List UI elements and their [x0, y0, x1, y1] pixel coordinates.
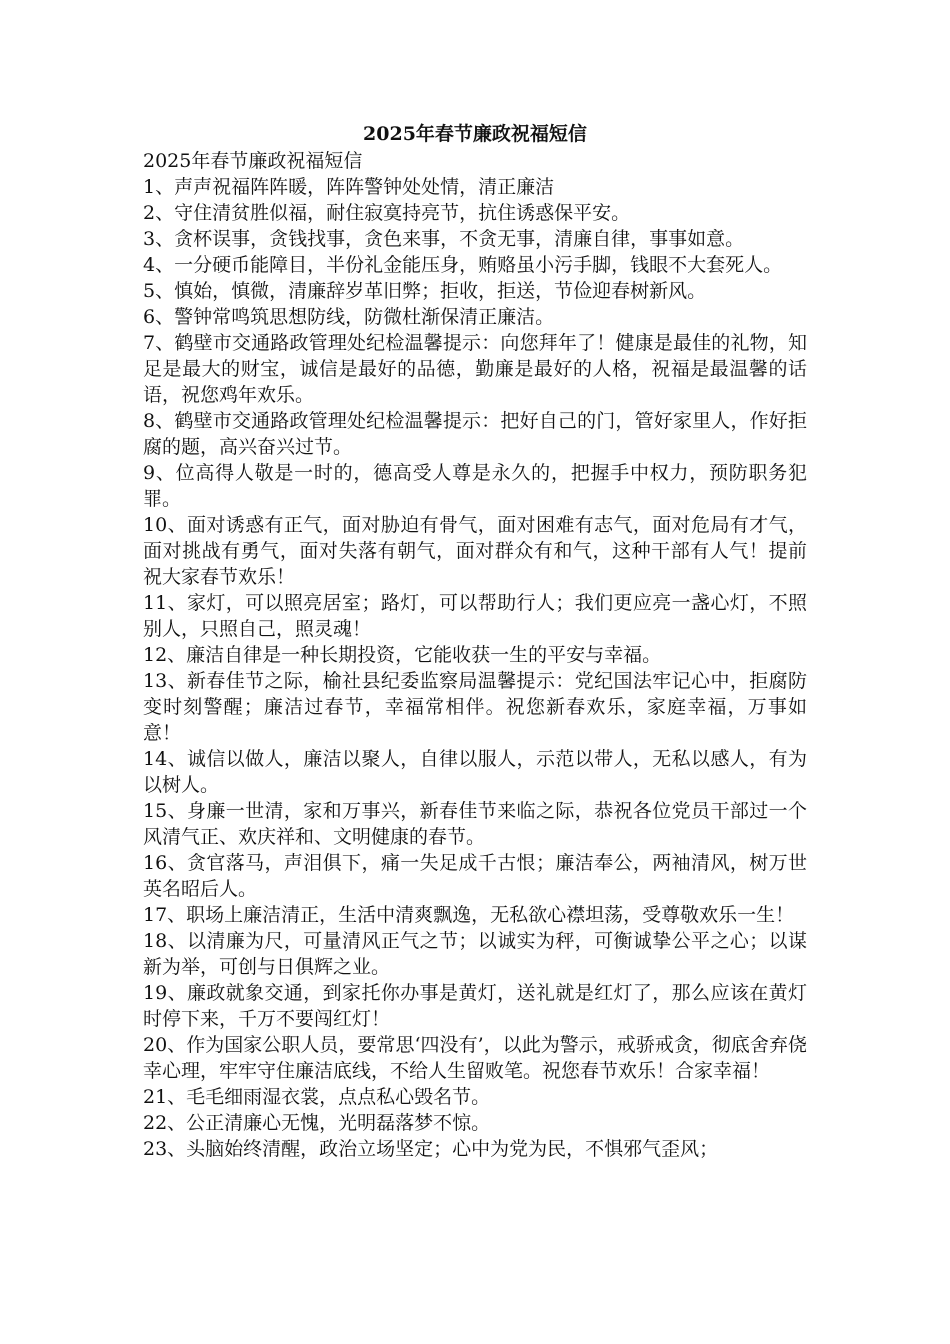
list-item: 2、守住清贫胜似福，耐住寂寞持亮节，抗住诱惑保平安。 — [143, 202, 631, 224]
list-item: 19、廉政就象交通，到家托你办事是黄灯，送礼就是红灯了，那么应该在黄灯时停下来，千万不要闯红灯！ — [143, 982, 807, 1030]
list-item: 8、鹤壁市交通路政管理处纪检温馨提示：把好自己的门，管好家里人，作好拒腐的题，高兴奋兴过节。 — [143, 410, 807, 458]
list-item: 4、一分硬币能障目，半份礼金能压身，贿赂虽小污手脚，钱眼不大套死人。 — [143, 254, 783, 276]
document-page — [143, 120, 807, 1162]
list-item: 11、家灯，可以照亮居室；路灯，可以帮助行人；我们更应亮一盏心灯，不照别人，只照自己，照灵魂！ — [143, 592, 807, 640]
list-item: 13、新春佳节之际，榆社县纪委监察局温馨提示：党纪国法牢记心中，拒腐防变时刻警醒；廉洁过春节，幸福常相伴。祝您新春欢乐，家庭幸福，万事如意！ — [143, 670, 807, 744]
list-item: 14、诚信以做人，廉洁以聚人，自律以服人，示范以带人，无私以感人，有为以树人。 — [143, 748, 807, 796]
document-title: 2025年春节廉政祝福短信 — [363, 123, 587, 145]
list-item: 1、声声祝福阵阵暖，阵阵警钟处处情，清正廉洁 — [143, 176, 555, 198]
list-item: 6、警钟常鸣筑思想防线，防微杜渐保清正廉洁。 — [143, 306, 555, 328]
list-item: 7、鹤壁市交通路政管理处纪检温馨提示：向您拜年了！健康是最佳的礼物，知足是最大的财宝，诚信是最好的品德，勤廉是最好的人格，祝福是最温馨的话语，祝您鸡年欢乐。 — [143, 332, 807, 406]
list-item: 20、作为国家公职人员，要常思‘四没有’，以此为警示，戒骄戒贪，彻底舍弃侥幸心理，牢牢守住廉洁底线，不给人生留败笔。祝您春节欢乐！合家幸福！ — [143, 1034, 807, 1082]
list-item: 18、以清廉为尺，可量清风正气之节；以诚实为秤，可衡诚挚公平之心；以谋新为举，可创与日俱辉之业。 — [143, 930, 807, 978]
list-item: 5、慎始，慎微，清廉辞岁革旧弊；拒收，拒送，节俭迎春树新风。 — [143, 280, 707, 302]
list-item: 9、位高得人敬是一时的，德高受人尊是永久的，把握手中权力，预防职务犯罪。 — [143, 462, 807, 510]
list-item: 15、身廉一世清，家和万事兴，新春佳节来临之际，恭祝各位党员干部过一个风清气正、欢庆祥和、文明健康的春节。 — [143, 800, 807, 848]
list-item: 21、毛毛细雨湿衣裳，点点私心毁名节。 — [143, 1086, 491, 1108]
message-list — [143, 174, 807, 1162]
list-item: 10、面对诱惑有正气，面对胁迫有骨气，面对困难有志气，面对危局有才气，面对挑战有勇气，面对失落有朝气，面对群众有和气，这种干部有人气！提前祝大家春节欢乐！ — [143, 514, 807, 588]
list-item: 22、公正清廉心无愧，光明磊落梦不惊。 — [143, 1112, 491, 1134]
list-item: 16、贪官落马，声泪俱下，痛一失足成千古恨；廉洁奉公，两袖清风，树万世英名昭后人。 — [143, 852, 807, 900]
list-item: 3、贪杯误事，贪钱找事，贪色来事，不贪无事，清廉自律，事事如意。 — [143, 228, 745, 250]
list-item: 12、廉洁自律是一种长期投资，它能收获一生的平安与幸福。 — [143, 644, 662, 666]
list-item: 17、职场上廉洁清正，生活中清爽飘逸，无私欲心襟坦荡，受尊敬欢乐一生！ — [143, 904, 795, 926]
list-item: 23、头脑始终清醒，政治立场坚定；心中为党为民，不惧邪气歪风； — [143, 1138, 719, 1160]
document-subtitle: 2025年春节廉政祝福短信 — [143, 150, 363, 172]
